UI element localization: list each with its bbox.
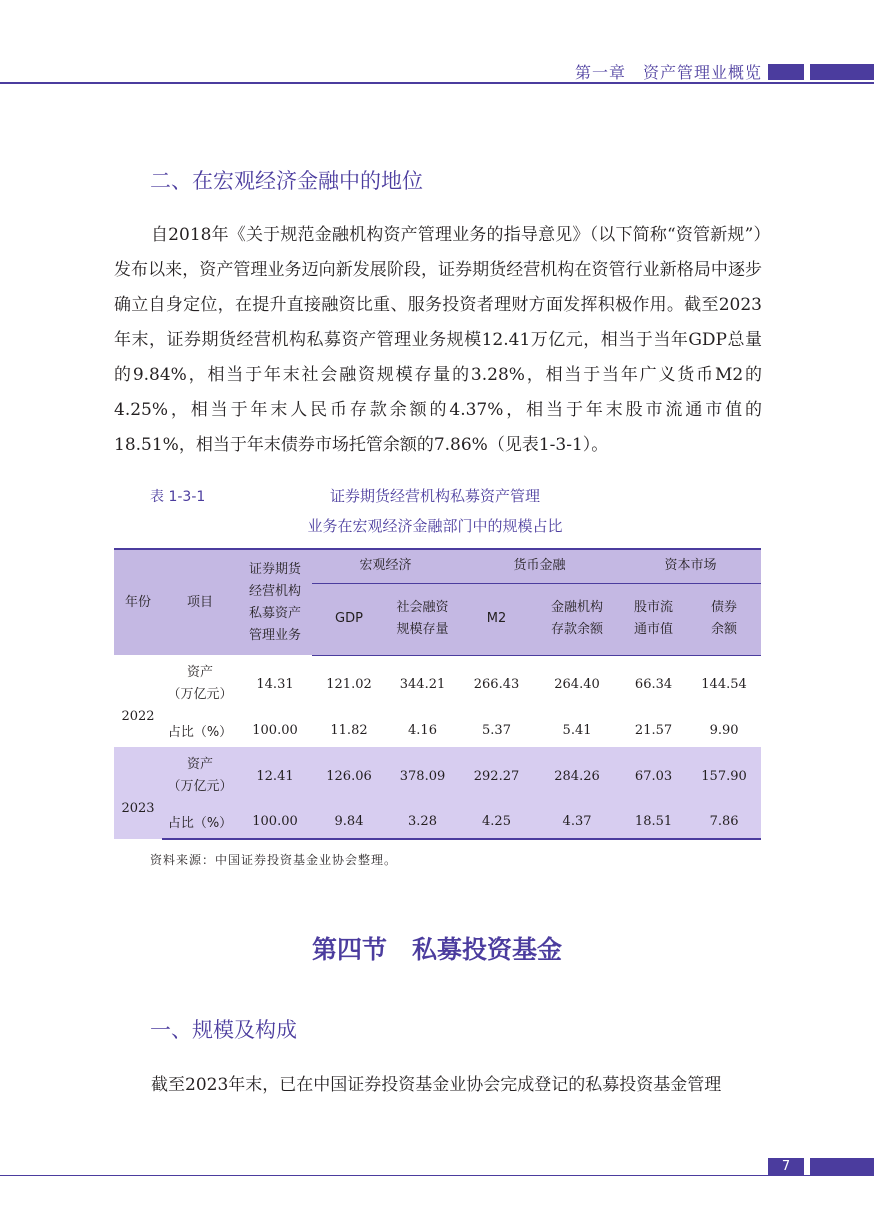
row-label: 占比（%） [162, 805, 238, 839]
header-accent-block [768, 64, 804, 80]
value-cell: 4.16 [408, 722, 437, 738]
header-social-financing [386, 583, 459, 655]
value-cell: 21.57 [634, 722, 673, 738]
value-cell: 66.34 [634, 676, 673, 692]
header-line: 经营机构 [248, 583, 301, 599]
table-row [114, 655, 761, 713]
year-cell: 2022 [121, 708, 155, 724]
value-cell: 4.25 [459, 805, 534, 839]
table-source-note: 资料来源：中国证券投资基金业协会整理。 [150, 853, 398, 867]
page-number: 7 [768, 1158, 804, 1176]
value-cell: 4.37 [534, 805, 620, 839]
header-line: 股市流 [634, 600, 674, 615]
header-monetary-finance: 货币金融 [459, 549, 620, 583]
value-cell: 284.26 [534, 747, 620, 805]
value-cell: 126.06 [312, 747, 386, 805]
value-cell: 292.27 [459, 747, 534, 805]
value-cell: 3.28 [386, 805, 459, 839]
header-line: 规模存量 [396, 622, 449, 637]
body-paragraph: 截至2023年末，已在中国证券投资基金业协会完成登记的私募投资基金管理 [151, 1075, 722, 1095]
value-cell: 266.43 [473, 676, 520, 692]
header-line: 社会融资 [396, 600, 449, 615]
header-m2: M2 [459, 583, 534, 655]
row-label: 占比（%） [167, 724, 233, 740]
header-capital-market: 资本市场 [620, 549, 761, 583]
value-cell: 157.90 [687, 747, 761, 805]
header-line: 私募资产 [248, 605, 301, 621]
table-title-line2: 业务在宏观经济金融部门中的规模占比 [307, 517, 563, 535]
value-cell: 100.00 [238, 805, 312, 839]
value-cell: 378.09 [386, 747, 459, 805]
body-paragraph: 自2018年《关于规范金融机构资产管理业务的指导意见》（以下简称“资管新规”）发布以来，资产管理业务迈向新发展阶段，证券期货经营机构在资管行业新格局中逐步确立自身定位，在提升直接融资比重、服务投资者理财方面发挥积极作用。截至2023年末，证券期货经营机构私募资产管理业务规模12.41万亿元，相当于当年GDP总量的9.84%，相当于年末社会融资规模存量的3.28%，相当于当年广义货币M2的4.25%，相当于年末人民币存款余额的4.37%，相当于年末股市流通市值的18.51%，相当于年末债券市场托管余额的7.86%（见表1-3-1）。 [114, 225, 762, 455]
header-securities-futures [238, 549, 312, 655]
header-year: 年份 [114, 549, 162, 655]
header-line: 通市值 [634, 622, 674, 637]
header-bond-balance [687, 583, 761, 655]
value-cell: 344.21 [399, 676, 446, 692]
header-gdp: GDP [312, 583, 386, 655]
section-title: 第四节 私募投资基金 [311, 935, 562, 964]
header-line: 管理业务 [248, 627, 301, 643]
row-label [162, 747, 238, 805]
table-label: 表 1-3-1 [150, 489, 206, 505]
row-label-line: 资产 [186, 665, 213, 680]
value-cell: 18.51 [620, 805, 687, 839]
header-stock-market-cap [620, 583, 687, 655]
value-cell: 100.00 [252, 722, 298, 738]
value-cell: 264.40 [554, 676, 600, 692]
table-row [114, 805, 761, 839]
section-heading: 二、在宏观经济金融中的地位 [150, 169, 423, 193]
table-title-line1: 证券期货经营机构私募资产管理 [329, 487, 540, 505]
chapter-header: 第一章 资产管理业概览 [574, 63, 762, 82]
header-line: 金融机构 [551, 600, 604, 615]
header-accent-block [810, 64, 874, 80]
value-cell: 144.54 [701, 676, 747, 692]
value-cell: 121.02 [326, 676, 372, 692]
header-line: 债券 [711, 600, 738, 615]
row-label-line: （万亿元） [167, 687, 233, 702]
value-cell: 11.82 [330, 722, 368, 738]
value-cell: 5.41 [562, 722, 592, 738]
data-table [114, 548, 761, 840]
value-cell: 14.31 [256, 676, 294, 692]
header-item: 项目 [162, 549, 238, 655]
value-cell: 12.41 [238, 747, 312, 805]
footer-rule [0, 1175, 874, 1176]
value-cell: 9.84 [312, 805, 386, 839]
value-cell: 67.03 [620, 747, 687, 805]
footer-accent-block [810, 1158, 874, 1176]
row-label [162, 655, 238, 713]
header-macro-economy: 宏观经济 [312, 549, 459, 583]
header-line: 余额 [711, 622, 738, 637]
year-cell: 2023 [114, 747, 162, 839]
row-label-line: 资产 [186, 757, 213, 772]
value-cell: 7.86 [687, 805, 761, 839]
row-label-line: （万亿元） [167, 779, 233, 794]
header-line: 存款余额 [551, 622, 604, 637]
section-heading: 一、规模及构成 [150, 1018, 297, 1042]
header-line: 证券期货 [248, 561, 301, 577]
table-row [114, 713, 761, 747]
header-deposit [534, 583, 620, 655]
value-cell: 5.37 [482, 722, 511, 738]
table-row [114, 747, 761, 805]
value-cell: 9.90 [709, 722, 739, 738]
